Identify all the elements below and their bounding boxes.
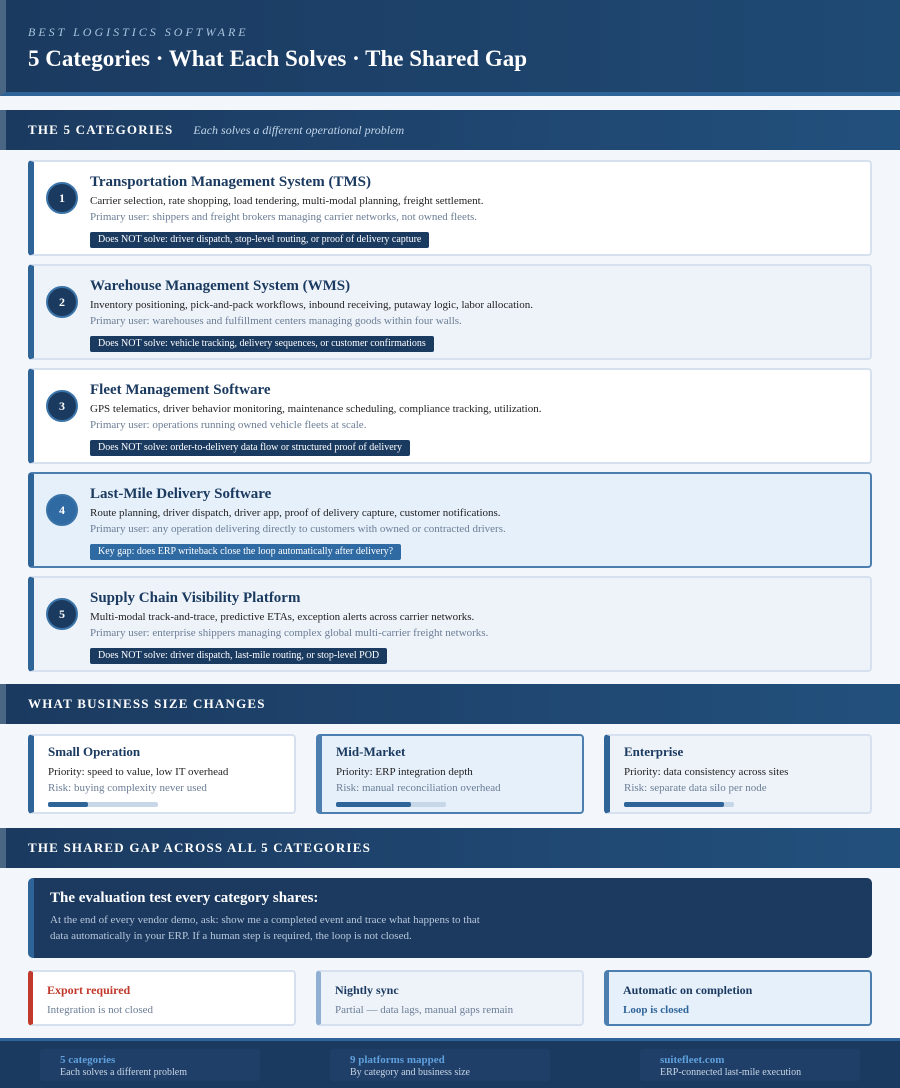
footer-stat-caption: Each solves a different problem — [60, 1067, 187, 1078]
business-size-card — [28, 734, 296, 814]
category-primary-user: Primary user: any operation delivering directly to customers with owned or contracted drivers. — [90, 523, 506, 535]
section-header-gap — [0, 828, 900, 868]
section-title: WHAT BUSINESS SIZE CHANGES — [28, 696, 266, 711]
business-size-card — [604, 734, 872, 814]
category-description: Carrier selection, rate shopping, load tendering, multi-modal planning, freight settlement. — [90, 195, 484, 207]
category-number-badge: 3 — [46, 390, 78, 422]
size-risk: Risk: manual reconciliation overhead — [336, 782, 501, 794]
footer-stat-label[interactable]: suitefleet.com — [660, 1054, 725, 1066]
section-title: THE SHARED GAP ACROSS ALL 5 CATEGORIES — [28, 840, 371, 855]
size-level-bar — [336, 802, 446, 807]
size-level-fill — [624, 802, 724, 807]
category-title: Last-Mile Delivery Software — [90, 486, 272, 502]
size-level-fill — [336, 802, 411, 807]
footer-stat-caption: By category and business size — [350, 1067, 470, 1078]
category-description: Multi-modal track-and-trace, predictive ETAs, exception alerts across carrier networks. — [90, 611, 475, 623]
section-subtitle: Each solves a different operational problem — [193, 122, 405, 137]
integration-status-card — [28, 970, 296, 1026]
size-risk: Risk: separate data silo per node — [624, 782, 767, 794]
size-title: Mid-Market — [336, 744, 406, 759]
category-number-badge: 2 — [46, 286, 78, 318]
section-header-size — [0, 684, 900, 724]
category-description: GPS telematics, driver behavior monitoring, maintenance scheduling, compliance tracking, utilization. — [90, 403, 542, 415]
footer-stat[interactable] — [640, 1049, 860, 1081]
footer-stat — [40, 1049, 260, 1081]
page-header — [0, 0, 900, 96]
category-number-badge: 5 — [46, 598, 78, 630]
category-title: Supply Chain Visibility Platform — [90, 590, 301, 606]
category-gap-tag: Key gap: does ERP writeback close the loop automatically after delivery? — [90, 544, 401, 560]
status-title: Export required — [47, 983, 131, 997]
category-title: Warehouse Management System (WMS) — [90, 278, 351, 294]
category-gap-tag: Does NOT solve: order-to-delivery data flow or structured proof of delivery — [90, 440, 410, 456]
size-title: Enterprise — [624, 744, 684, 759]
category-primary-user: Primary user: shippers and freight brokers managing carrier networks, not owned fleets. — [90, 211, 478, 223]
size-level-fill — [48, 802, 88, 807]
category-primary-user: Primary user: warehouses and fulfillment centers managing goods within four walls. — [90, 315, 462, 327]
category-card — [28, 368, 872, 464]
evaluation-title: The evaluation test every category shares: — [50, 890, 319, 906]
size-level-bar — [48, 802, 158, 807]
status-value: Partial — data lags, manual gaps remain — [335, 1004, 514, 1016]
category-title: Transportation Management System (TMS) — [90, 174, 371, 190]
footer-stat-caption: ERP-connected last-mile execution — [660, 1067, 802, 1078]
category-description: Inventory positioning, pick-and-pack workflows, inbound receiving, putaway logic, labor allocation. — [90, 299, 533, 311]
section-header-categories — [0, 110, 900, 150]
category-gap-tag: Does NOT solve: driver dispatch, last-mile routing, or stop-level POD — [90, 648, 387, 664]
size-priority: Priority: data consistency across sites — [624, 766, 789, 778]
category-number-badge: 1 — [46, 182, 78, 214]
category-card — [28, 472, 872, 568]
size-priority: Priority: ERP integration depth — [336, 766, 473, 778]
category-description: Route planning, driver dispatch, driver app, proof of delivery capture, customer notifications. — [90, 507, 501, 519]
size-risk: Risk: buying complexity never used — [48, 782, 207, 794]
integration-status-card — [316, 970, 584, 1026]
footer-stat-label: 9 platforms mapped — [350, 1054, 445, 1066]
size-title: Small Operation — [48, 744, 141, 759]
section-title: THE 5 CATEGORIES — [28, 122, 174, 137]
footer-stat — [330, 1049, 550, 1081]
business-size-card — [316, 734, 584, 814]
category-primary-user: Primary user: operations running owned vehicle fleets at scale. — [90, 419, 367, 431]
page-title: 5 Categories · What Each Solves · The Shared Gap — [28, 46, 528, 71]
status-value: Integration is not closed — [47, 1004, 154, 1016]
evaluation-callout — [28, 878, 872, 958]
status-title: Nightly sync — [335, 983, 399, 997]
size-level-bar — [624, 802, 734, 807]
status-title: Automatic on completion — [623, 983, 753, 997]
category-card — [28, 576, 872, 672]
category-number-badge: 4 — [46, 494, 78, 526]
category-gap-tag: Does NOT solve: driver dispatch, stop-level routing, or proof of delivery capture — [90, 232, 429, 248]
size-priority: Priority: speed to value, low IT overhead — [48, 766, 229, 778]
category-card — [28, 264, 872, 360]
status-value: Loop is closed — [623, 1004, 690, 1016]
category-primary-user: Primary user: enterprise shippers managing complex global multi-carrier freight networks. — [90, 627, 489, 639]
evaluation-body: At the end of every vendor demo, ask: show me a completed event and trace what happens to that data automatically in your ERP. If a human step is required, the loop is not closed. — [50, 914, 480, 942]
footer-stat-label: 5 categories — [60, 1054, 116, 1066]
footer — [0, 1038, 900, 1088]
category-card — [28, 160, 872, 256]
category-gap-tag: Does NOT solve: vehicle tracking, delivery sequences, or customer confirmations — [90, 336, 434, 352]
header-kicker: BEST LOGISTICS SOFTWARE — [28, 25, 249, 39]
integration-status-card — [604, 970, 872, 1026]
category-title: Fleet Management Software — [90, 382, 271, 398]
